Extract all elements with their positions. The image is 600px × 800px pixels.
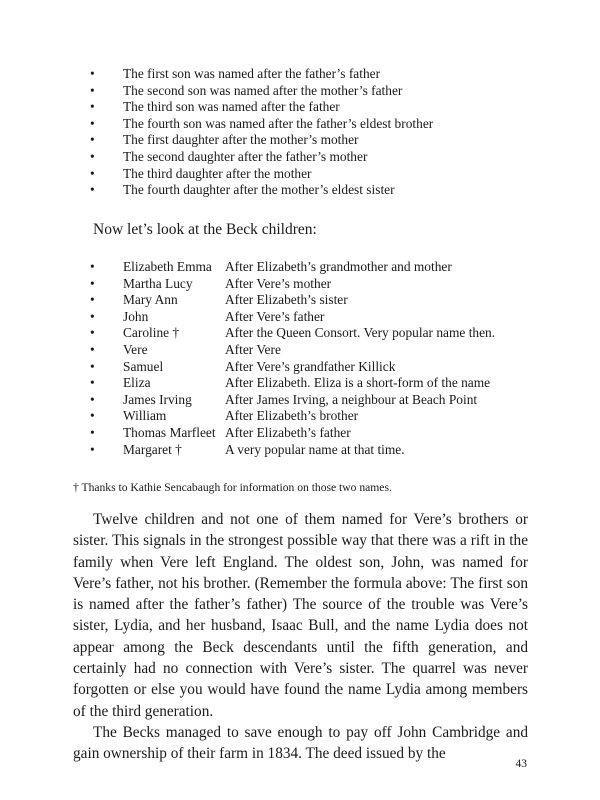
bullet: • (90, 275, 95, 291)
bullet: • (90, 441, 95, 457)
list-item (90, 182, 530, 199)
child-note: After Elizabeth’s brother (225, 408, 359, 424)
bullet: • (90, 259, 95, 274)
child-name: Caroline † (123, 325, 180, 341)
list-item (90, 342, 530, 359)
body-text (73, 509, 528, 765)
intro-heading: Now let’s look at the Beck children: (93, 221, 317, 238)
list-item (90, 325, 530, 342)
child-note: After Vere’s mother (225, 275, 332, 291)
beck-children-list (90, 259, 530, 458)
list-item (90, 309, 530, 326)
rule-text: The fourth daughter after the mother’s eldest sister (123, 182, 395, 198)
list-item (90, 442, 530, 459)
bullet: • (90, 325, 95, 341)
child-name: Martha Lucy (123, 275, 193, 291)
list-item (90, 83, 530, 100)
bullet: • (90, 375, 95, 391)
child-note: After Elizabeth’s grandmother and mother (225, 259, 452, 274)
list-item (90, 259, 530, 276)
bullet: • (90, 341, 95, 357)
bullet: • (90, 391, 95, 407)
bullet: • (90, 148, 95, 164)
list-item (90, 66, 530, 83)
bullet: • (90, 292, 95, 308)
child-note: After Elizabeth. Eliza is a short-form of the name (225, 375, 491, 391)
child-name: Samuel (123, 358, 164, 374)
child-name: Vere (123, 341, 148, 357)
bullet: • (90, 99, 95, 115)
paragraph: The Becks managed to save enough to pay off John Cambridge and gain ownership of their farm in 1834. The deed issued by the (73, 723, 528, 763)
bullet: • (90, 424, 95, 440)
list-item (90, 408, 530, 425)
child-name: Thomas Marfleet (123, 424, 216, 440)
list-item (90, 149, 530, 166)
list-item (90, 166, 530, 183)
child-note: After Elizabeth’s sister (225, 292, 348, 308)
child-note: After Vere (225, 341, 281, 357)
child-name: William (123, 408, 167, 424)
child-note: After James Irving, a neighbour at Beach Point (225, 391, 478, 407)
rule-text: The first son was named after the father’s father (123, 66, 381, 81)
list-item (90, 292, 530, 309)
child-name: James Irving (123, 391, 192, 407)
child-name: Margaret † (123, 441, 182, 457)
bullet: • (90, 182, 95, 198)
page-number: 43 (515, 758, 527, 770)
rule-text: The fourth son was named after the father’s eldest brother (123, 115, 434, 131)
paragraph: Twelve children and not one of them named for Vere’s brothers or sister. This signals in the strongest possible way that there was a rift in the family when Vere left England. The oldest son, John, was named for Vere’s father, not his brother. (Remember the formula above: The first son is named after the father’s father) The source of the trouble was Vere’s sister, Lydia, and her husband, Isaac Bull, and the name Lydia does not appear among the Beck descendants until the fifth generation, and certainly had no connection with Vere’s sister. The quarrel was never forgotten or else you would have found the name Lydia among members of the third generation. (73, 511, 528, 720)
bullet: • (90, 308, 95, 324)
child-note: After Vere’s grandfather Killick (225, 358, 396, 374)
rule-text: The second son was named after the mother’s father (123, 82, 403, 98)
rule-text: The second daughter after the father’s mother (123, 148, 368, 164)
footnote: † Thanks to Kathie Sencabaugh for information on those two names. (73, 481, 392, 494)
child-note: After the Queen Consort. Very popular name then. (225, 325, 496, 341)
bullet: • (90, 408, 95, 424)
bullet: • (90, 82, 95, 98)
list-item (90, 132, 530, 149)
bullet: • (90, 66, 95, 81)
child-note: After Vere’s father (225, 308, 325, 324)
list-item (90, 359, 530, 376)
child-name: John (123, 308, 149, 324)
list-item (90, 99, 530, 116)
bullet: • (90, 358, 95, 374)
list-item (90, 425, 530, 442)
naming-rules-list (90, 66, 530, 199)
child-name: Eliza (123, 375, 151, 391)
bullet: • (90, 165, 95, 181)
rule-text: The first daughter after the mother’s mother (123, 132, 359, 148)
child-name: Elizabeth Emma (123, 259, 212, 274)
rule-text: The third daughter after the mother (123, 165, 312, 181)
bullet: • (90, 132, 95, 148)
list-item (90, 392, 530, 409)
child-note: After Elizabeth’s father (225, 424, 351, 440)
bullet: • (90, 115, 95, 131)
list-item (90, 375, 530, 392)
list-item (90, 116, 530, 133)
rule-text: The third son was named after the father (123, 99, 340, 115)
child-name: Mary Ann (123, 292, 178, 308)
list-item (90, 276, 530, 293)
child-note: A very popular name at that time. (225, 441, 405, 457)
